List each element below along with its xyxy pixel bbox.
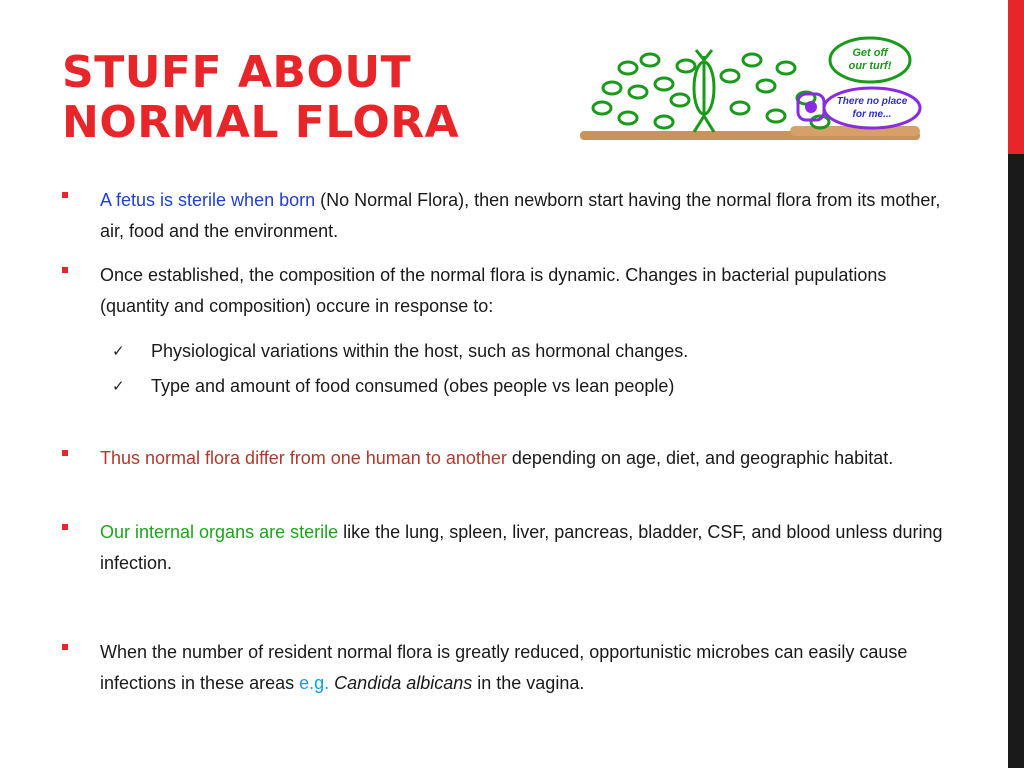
bullet-text: (No Normal Flora), then newborn start having the normal flora from its mother, air, food and the environment. bbox=[100, 190, 941, 241]
check-subitem bbox=[112, 336, 952, 367]
bubble2-line2: for me... bbox=[852, 109, 892, 120]
bullet-text: like the lung, spleen, liver, pancreas, bladder, CSF, and blood unless during infection. bbox=[100, 522, 943, 573]
accent-stripe-red bbox=[1008, 0, 1024, 154]
bubble1-line1: Get off bbox=[852, 47, 888, 59]
bullet-item bbox=[62, 443, 952, 474]
bullet-highlight: Our internal organs are sterile bbox=[100, 522, 339, 542]
bullet-marker bbox=[62, 450, 68, 456]
slide-title bbox=[62, 48, 459, 148]
title-line-2: NORMAL FLORA bbox=[62, 97, 460, 148]
title-line-1: STUFF ABOUT bbox=[62, 47, 412, 98]
subitem-text: Physiological variations within the host, such as hormonal changes. bbox=[151, 341, 689, 361]
bullet-highlight: Thus normal flora differ from one human to another bbox=[100, 448, 507, 468]
checkmark-icon: ✓ bbox=[112, 342, 125, 360]
bullet-marker bbox=[62, 524, 68, 530]
example-abbrev: e.g. bbox=[299, 673, 330, 693]
bubble1-line2: our turf! bbox=[848, 60, 892, 72]
bullet-marker bbox=[62, 192, 68, 198]
subitem-text: Type and amount of food consumed (obes people vs lean people) bbox=[151, 376, 675, 396]
bullet-marker bbox=[62, 267, 68, 273]
accent-stripe-dark bbox=[1008, 154, 1024, 768]
bullet-text: Once established, the composition of the normal flora is dynamic. Changes in bacterial pupulations (quantity and composition) occure in response to: bbox=[100, 265, 887, 316]
speech-bubble-2 bbox=[824, 88, 920, 128]
bullet-item bbox=[62, 637, 952, 699]
bullet-marker bbox=[62, 644, 68, 650]
bullet-tail: in the vagina. bbox=[472, 673, 585, 693]
bubble2-line1: There no place bbox=[836, 96, 908, 107]
check-subitem bbox=[112, 371, 952, 402]
bullet-item bbox=[62, 517, 952, 579]
bullet-item bbox=[62, 260, 952, 322]
speech-bubble-1 bbox=[830, 38, 910, 82]
microbe-cluster bbox=[593, 50, 829, 132]
bullet-text: When the number of resident normal flora is greatly reduced, opportunistic microbes can easily cause infections in these areas bbox=[100, 642, 908, 693]
bullet-text: depending on age, diet, and geographic habitat. bbox=[506, 448, 894, 468]
species-name: Candida albicans bbox=[334, 673, 473, 693]
cartoon-microbes-illustration bbox=[580, 36, 932, 156]
bullet-highlight: A fetus is sterile when born bbox=[100, 190, 316, 210]
bullet-item bbox=[62, 185, 952, 247]
checkmark-icon: ✓ bbox=[112, 377, 125, 395]
